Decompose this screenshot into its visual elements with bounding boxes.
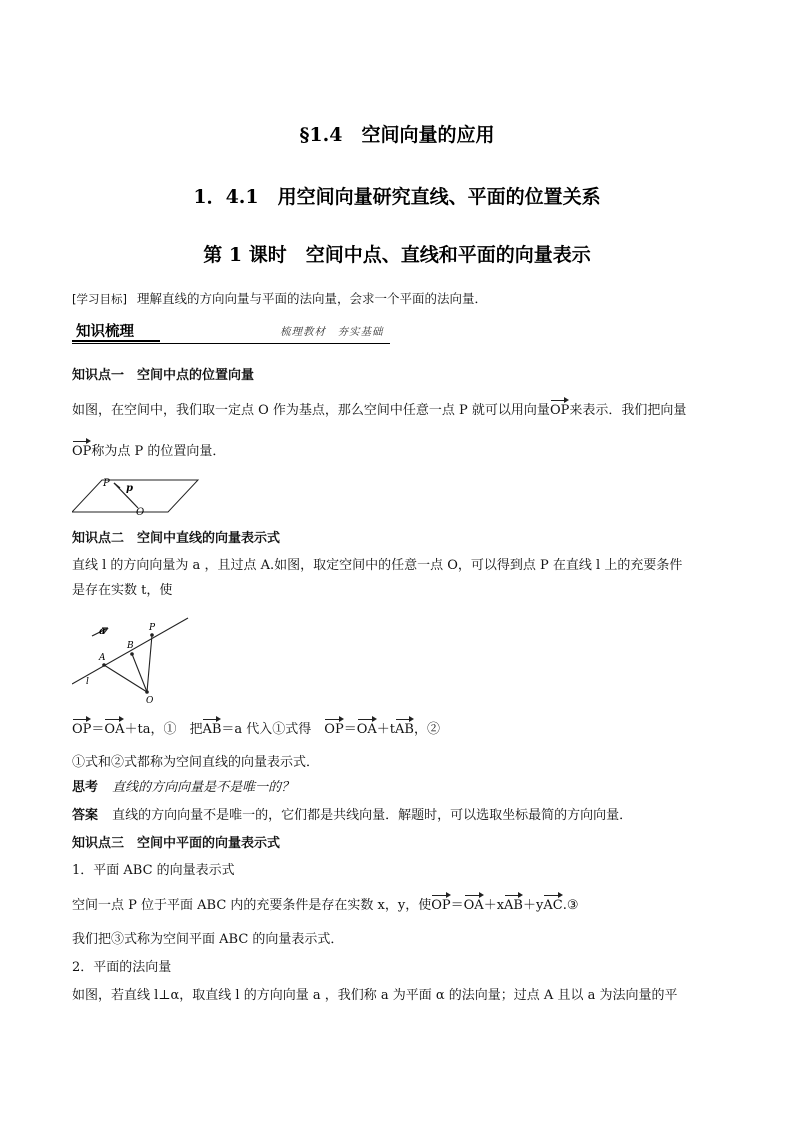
vector-ab-eq2: AB [395,722,414,737]
kp3-item2-text: 如图，若直线 l⊥α，取直线 l 的方向向量 a ，我们称 a 为平面 α 的法向量；过点 A 且以 a 为法向量的平 [72,988,678,1003]
vector-oa-eq3: OA [463,898,484,913]
objective-text: 理解直线的方向向量与平面的法向量，会求一个平面的法向量． [136,291,487,306]
kp1-text-a: 如图，在空间中，我们取一定点 O 作为基点，那么空间中任意一点 P 就可以用向量 [72,403,550,418]
vector-oa-eq1: OA [104,722,125,737]
vector-op-eq1: OP [72,722,92,737]
section-title: §1.4 空间向量的应用 [299,124,495,146]
fig2-label-l: l [86,677,89,687]
learning-objective [72,290,732,308]
eq2-end: ，② [413,722,440,737]
vector-op: OP [549,403,570,418]
answer-line [72,807,732,825]
vector-oa-eq2: OA [356,722,377,737]
figure-position-vector [72,474,202,520]
eq1-equals: ＝ [91,722,105,737]
kp1-text-c: 称为点 P 的位置向量． [91,444,226,459]
kp1-paragraph-line1 [72,402,732,420]
fig2-label-B: B [127,641,134,651]
kp3-item1-title: 1．平面 ABC 的向量表示式 [72,863,235,878]
kp2-heading: 知识点二 空间中直线的向量表示式 [72,531,281,546]
section-bar [72,318,392,344]
think-label: 思考 [72,780,99,795]
kp2-paragraph-line2: 是存在实数 t，使 [72,583,173,598]
fig2-label-O: O [146,696,154,704]
answer-text: 直线的方向向量不是唯一的，它们都是共线向量．解题时，可以选取坐标最简的方向向量． [112,808,633,823]
think-text: 直线的方向向量是不是唯一的？ [112,780,295,795]
kp1-heading: 知识点一 空间中点的位置向量 [72,368,255,383]
vector-op-eq2: OP [324,722,344,737]
eq2-equals: ＝ [343,722,357,737]
kp3-item1-text [72,897,732,915]
kp2-paragraph-line1: 直线 l 的方向向量为 a ，且过点 A.如图，取定空间中的任意一点 O，可以得到点 P 在直线 l 上的充要条件 [72,558,683,573]
figure-line-vector [72,612,192,704]
lesson-title: 第 1 课时 空间中点、直线和平面的向量表示 [203,244,591,266]
kp3-item1-after: 我们把③式称为空间平面 ABC 的向量表示式． [72,932,344,947]
kp1-text-b: 来表示．我们把向量 [569,403,687,418]
vector-ab-eq: AB [202,722,222,737]
section-bar-title: 知识梳理 [76,324,134,340]
eq3-end: .③ [562,898,579,913]
think-line [72,779,732,797]
vector-ac-eq3: AC [543,898,563,913]
eq3-plus-x: ＋x [483,898,505,913]
eq2-mid: ＝a 代入①式得 [221,722,325,737]
eq1-tail: ＋ta，① 把 [124,722,203,737]
fig2-label-A: A [99,653,106,663]
subsection-title: 1．4.1 用空间向量研究直线、平面的位置关系 [193,186,601,208]
vector-op-eq3: OP [431,898,451,913]
kp2-after-text: ①式和②式都称为空间直线的向量表示式． [72,755,320,770]
kp1-paragraph-line2 [72,443,732,461]
kp3-item2-title: 2．平面的法向量 [72,960,172,975]
fig1-label-O: O [136,507,145,518]
answer-label: 答案 [72,808,99,823]
eq2-plus-t: ＋t [376,722,395,737]
kp3-item1-text-a: 空间一点 P 位于平面 ABC 内的充要条件是存在实数 x，y，使 [72,898,432,913]
section-bar-accent [72,340,160,342]
kp3-heading: 知识点三 空间中平面的向量表示式 [72,836,281,851]
fig1-label-P: P [103,478,110,489]
fig1-label-p: p [126,483,133,494]
kp2-equations [72,721,732,739]
objective-label: [学习目标] [72,292,127,306]
section-bar-subtitle: 梳理教材 夯实基础 [280,326,384,338]
eq3-plus-y: ＋y [522,898,544,913]
vector-op-2: OP [72,444,92,459]
vector-ab-eq3: AB [504,898,523,913]
section-bar-rule [72,343,390,344]
eq3-equals: ＝ [450,898,464,913]
fig2-label-P: P [149,623,156,633]
fig2-label-a: a [99,626,106,637]
